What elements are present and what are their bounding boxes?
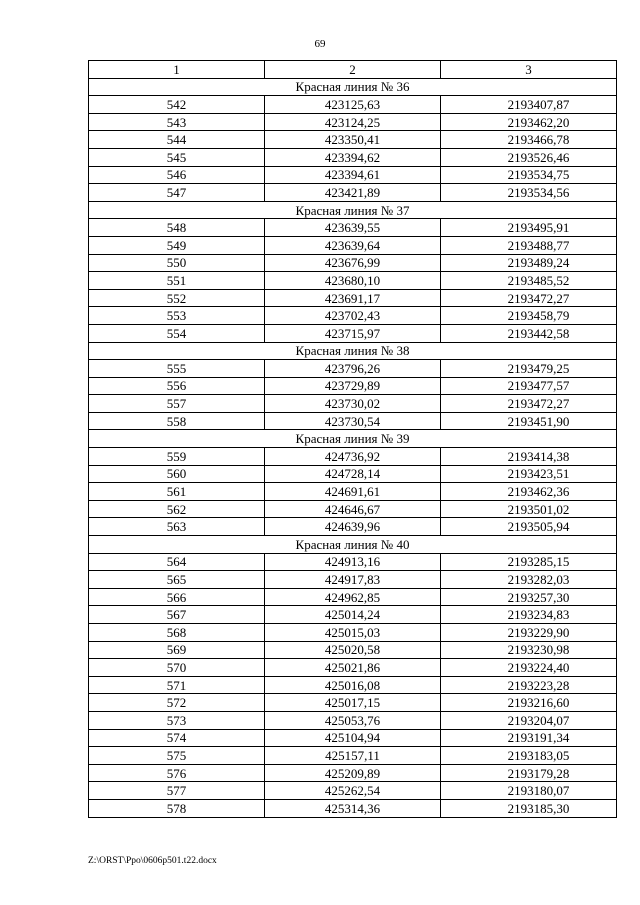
x-coordinate-cell: 424639,96: [265, 518, 441, 536]
point-number-cell: 560: [89, 465, 265, 483]
y-coordinate-cell: 2193216,60: [441, 694, 617, 712]
x-coordinate-cell: 425314,36: [265, 799, 441, 817]
y-coordinate-cell: 2193407,87: [441, 96, 617, 114]
x-coordinate-cell: 425209,89: [265, 764, 441, 782]
x-coordinate-cell: 423394,61: [265, 166, 441, 184]
table-row: [89, 307, 617, 325]
y-coordinate-cell: 2193488,77: [441, 236, 617, 254]
x-coordinate-cell: 424917,83: [265, 571, 441, 589]
point-number-cell: 558: [89, 412, 265, 430]
x-coordinate-cell: 423796,26: [265, 360, 441, 378]
y-coordinate-cell: 2193534,75: [441, 166, 617, 184]
table-row: [89, 711, 617, 729]
x-coordinate-cell: 423350,41: [265, 131, 441, 149]
x-coordinate-cell: 424691,61: [265, 483, 441, 501]
x-coordinate-cell: 423421,89: [265, 184, 441, 202]
y-coordinate-cell: 2193472,27: [441, 395, 617, 413]
point-number-cell: 570: [89, 659, 265, 677]
y-coordinate-cell: 2193223,28: [441, 676, 617, 694]
table-row: [89, 747, 617, 765]
x-coordinate-cell: 423639,55: [265, 219, 441, 237]
point-number-cell: 548: [89, 219, 265, 237]
y-coordinate-cell: 2193479,25: [441, 360, 617, 378]
y-coordinate-cell: 2193526,46: [441, 148, 617, 166]
y-coordinate-cell: 2193472,27: [441, 289, 617, 307]
y-coordinate-cell: 2193180,07: [441, 782, 617, 800]
column-header-1: 1: [89, 61, 265, 79]
y-coordinate-cell: 2193257,30: [441, 588, 617, 606]
section-title-row: [89, 536, 617, 554]
point-number-cell: 569: [89, 641, 265, 659]
point-number-cell: 564: [89, 553, 265, 571]
coordinates-table: [88, 60, 617, 818]
y-coordinate-cell: 2193466,78: [441, 131, 617, 149]
point-number-cell: 576: [89, 764, 265, 782]
section-title: Красная линия № 39: [89, 430, 617, 448]
x-coordinate-cell: 423394,62: [265, 148, 441, 166]
point-number-cell: 547: [89, 184, 265, 202]
point-number-cell: 550: [89, 254, 265, 272]
x-coordinate-cell: 423676,99: [265, 254, 441, 272]
x-coordinate-cell: 425262,54: [265, 782, 441, 800]
x-coordinate-cell: 423730,54: [265, 412, 441, 430]
x-coordinate-cell: 424736,92: [265, 448, 441, 466]
x-coordinate-cell: 425016,08: [265, 676, 441, 694]
footer-file-path: Z:\ORST\Ppo\0606p501.t22.docx: [88, 856, 217, 866]
table-row: [89, 219, 617, 237]
table-row: [89, 659, 617, 677]
point-number-cell: 561: [89, 483, 265, 501]
table-row: [89, 360, 617, 378]
point-number-cell: 562: [89, 500, 265, 518]
x-coordinate-cell: 423702,43: [265, 307, 441, 325]
x-coordinate-cell: 425015,03: [265, 624, 441, 642]
point-number-cell: 563: [89, 518, 265, 536]
y-coordinate-cell: 2193442,58: [441, 324, 617, 342]
point-number-cell: 543: [89, 113, 265, 131]
point-number-cell: 559: [89, 448, 265, 466]
section-title: Красная линия № 36: [89, 78, 617, 96]
x-coordinate-cell: 423729,89: [265, 377, 441, 395]
x-coordinate-cell: 424913,16: [265, 553, 441, 571]
section-title-row: [89, 342, 617, 360]
table-row: [89, 729, 617, 747]
section-title-row: [89, 430, 617, 448]
table-row: [89, 131, 617, 149]
table-row: [89, 412, 617, 430]
table-row: [89, 148, 617, 166]
table-row: [89, 272, 617, 290]
point-number-cell: 549: [89, 236, 265, 254]
point-number-cell: 577: [89, 782, 265, 800]
table-row: [89, 782, 617, 800]
point-number-cell: 556: [89, 377, 265, 395]
y-coordinate-cell: 2193191,34: [441, 729, 617, 747]
y-coordinate-cell: 2193489,24: [441, 254, 617, 272]
section-title: Красная линия № 40: [89, 536, 617, 554]
table-row: [89, 799, 617, 817]
x-coordinate-cell: 423639,64: [265, 236, 441, 254]
point-number-cell: 544: [89, 131, 265, 149]
table-row: [89, 324, 617, 342]
point-number-cell: 578: [89, 799, 265, 817]
page-number: 69: [314, 38, 326, 50]
point-number-cell: 565: [89, 571, 265, 589]
table-row: [89, 518, 617, 536]
y-coordinate-cell: 2193505,94: [441, 518, 617, 536]
x-coordinate-cell: 423691,17: [265, 289, 441, 307]
y-coordinate-cell: 2193230,98: [441, 641, 617, 659]
table-row: [89, 113, 617, 131]
table-header-row: [89, 61, 617, 79]
column-header-3: 3: [441, 61, 617, 79]
section-title-row: [89, 78, 617, 96]
table-row: [89, 448, 617, 466]
y-coordinate-cell: 2193414,38: [441, 448, 617, 466]
x-coordinate-cell: 424728,14: [265, 465, 441, 483]
point-number-cell: 553: [89, 307, 265, 325]
x-coordinate-cell: 425104,94: [265, 729, 441, 747]
x-coordinate-cell: 424646,67: [265, 500, 441, 518]
x-coordinate-cell: 423124,25: [265, 113, 441, 131]
x-coordinate-cell: 424962,85: [265, 588, 441, 606]
x-coordinate-cell: 423680,10: [265, 272, 441, 290]
point-number-cell: 566: [89, 588, 265, 606]
table-row: [89, 96, 617, 114]
point-number-cell: 551: [89, 272, 265, 290]
section-title: Красная линия № 38: [89, 342, 617, 360]
table-row: [89, 676, 617, 694]
point-number-cell: 567: [89, 606, 265, 624]
table-row: [89, 236, 617, 254]
y-coordinate-cell: 2193462,36: [441, 483, 617, 501]
y-coordinate-cell: 2193451,90: [441, 412, 617, 430]
column-header-2: 2: [265, 61, 441, 79]
y-coordinate-cell: 2193477,57: [441, 377, 617, 395]
section-title: Красная линия № 37: [89, 201, 617, 219]
y-coordinate-cell: 2193501,02: [441, 500, 617, 518]
x-coordinate-cell: 425020,58: [265, 641, 441, 659]
table-row: [89, 500, 617, 518]
y-coordinate-cell: 2193495,91: [441, 219, 617, 237]
point-number-cell: 557: [89, 395, 265, 413]
table-row: [89, 764, 617, 782]
x-coordinate-cell: 423715,97: [265, 324, 441, 342]
y-coordinate-cell: 2193282,03: [441, 571, 617, 589]
point-number-cell: 542: [89, 96, 265, 114]
point-number-cell: 574: [89, 729, 265, 747]
point-number-cell: 568: [89, 624, 265, 642]
x-coordinate-cell: 425017,15: [265, 694, 441, 712]
point-number-cell: 555: [89, 360, 265, 378]
x-coordinate-cell: 423730,02: [265, 395, 441, 413]
table-row: [89, 553, 617, 571]
table-row: [89, 184, 617, 202]
table-row: [89, 588, 617, 606]
table-row: [89, 483, 617, 501]
table-row: [89, 395, 617, 413]
point-number-cell: 572: [89, 694, 265, 712]
y-coordinate-cell: 2193179,28: [441, 764, 617, 782]
x-coordinate-cell: 425021,86: [265, 659, 441, 677]
y-coordinate-cell: 2193534,56: [441, 184, 617, 202]
y-coordinate-cell: 2193285,15: [441, 553, 617, 571]
point-number-cell: 554: [89, 324, 265, 342]
y-coordinate-cell: 2193229,90: [441, 624, 617, 642]
point-number-cell: 552: [89, 289, 265, 307]
x-coordinate-cell: 425053,76: [265, 711, 441, 729]
y-coordinate-cell: 2193458,79: [441, 307, 617, 325]
table-row: [89, 694, 617, 712]
x-coordinate-cell: 423125,63: [265, 96, 441, 114]
table-row: [89, 641, 617, 659]
section-title-row: [89, 201, 617, 219]
table-row: [89, 289, 617, 307]
y-coordinate-cell: 2193204,07: [441, 711, 617, 729]
point-number-cell: 546: [89, 166, 265, 184]
y-coordinate-cell: 2193183,05: [441, 747, 617, 765]
y-coordinate-cell: 2193423,51: [441, 465, 617, 483]
table-row: [89, 624, 617, 642]
y-coordinate-cell: 2193185,30: [441, 799, 617, 817]
table-row: [89, 166, 617, 184]
y-coordinate-cell: 2193224,40: [441, 659, 617, 677]
table-row: [89, 377, 617, 395]
x-coordinate-cell: 425157,11: [265, 747, 441, 765]
x-coordinate-cell: 425014,24: [265, 606, 441, 624]
point-number-cell: 575: [89, 747, 265, 765]
table-row: [89, 465, 617, 483]
point-number-cell: 571: [89, 676, 265, 694]
y-coordinate-cell: 2193234,83: [441, 606, 617, 624]
table-row: [89, 606, 617, 624]
y-coordinate-cell: 2193485,52: [441, 272, 617, 290]
table-row: [89, 254, 617, 272]
table-row: [89, 571, 617, 589]
coordinates-table-body: [89, 61, 617, 818]
point-number-cell: 545: [89, 148, 265, 166]
y-coordinate-cell: 2193462,20: [441, 113, 617, 131]
point-number-cell: 573: [89, 711, 265, 729]
